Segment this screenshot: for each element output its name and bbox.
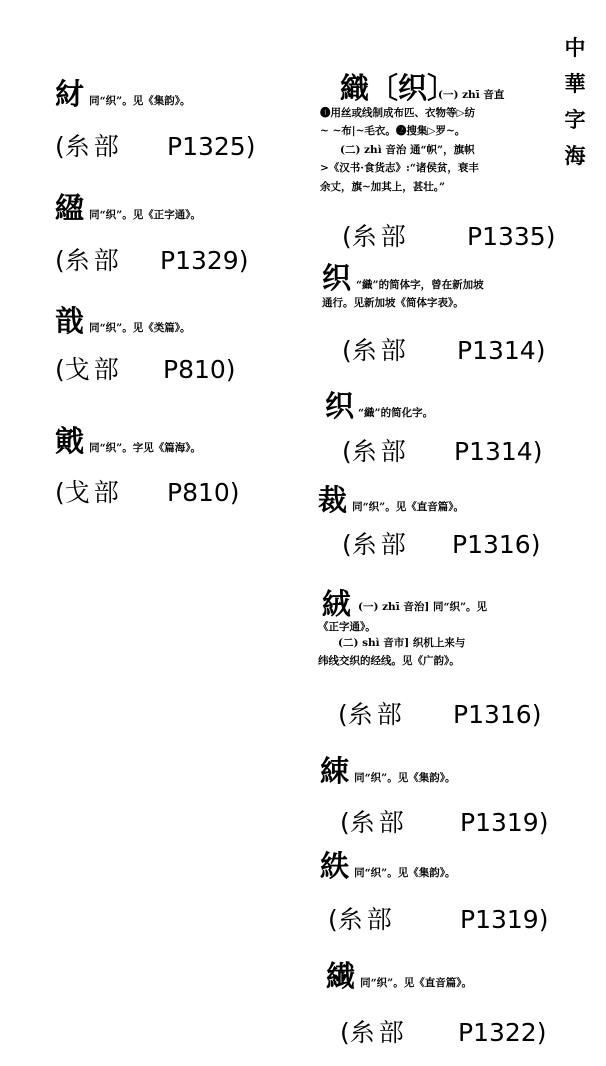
right-handwritten-ref-7 (328, 905, 549, 935)
entry-note: 同“织”。见《集韵》。 (89, 95, 191, 107)
right-entry-1-line-3: ~ ~布|~毛衣。❷搜集▷罗~。 (320, 125, 466, 137)
left-handwritten-ref-4 (55, 478, 240, 508)
right-entry-1-line-1: (一) zhī 音直 (438, 89, 505, 101)
hw-paren: ( (55, 246, 65, 275)
right-entry-2-line-1: “織”的简体字，曾在新加坡 (356, 279, 484, 291)
right-entry-4 (318, 484, 464, 516)
hw-page: P1329) (160, 246, 249, 275)
hw-paren: ( (340, 1018, 350, 1047)
entry-headword: 戭 (55, 424, 85, 458)
left-entry-3 (55, 305, 190, 337)
entry-headword: 紩 (320, 849, 350, 883)
right-entry-5-line-1: (一) zhī 音治] 同“织”。见 (358, 601, 488, 613)
hw-radical: 糸部 (349, 808, 408, 837)
right-handwritten-ref-8 (340, 1018, 547, 1048)
hw-paren: ( (342, 336, 352, 365)
hw-radical: 戈部 (64, 478, 123, 507)
entry-headword: 絨 (322, 587, 352, 621)
title-char-1: 中 (564, 35, 586, 60)
hw-page: P1325) (167, 132, 256, 161)
right-entry-6 (320, 755, 455, 787)
entry-note: 同“织”。见《正字通》。 (89, 209, 201, 221)
title-char-3: 字 (564, 107, 586, 132)
entry-headword: 織〔织〕 (340, 71, 457, 105)
hw-radical: 戈部 (64, 355, 123, 384)
right-entry-2 (322, 262, 351, 294)
right-entry-5 (322, 588, 351, 620)
right-entry-2-line-2: 通行。见新加坡《简体字表》。 (322, 297, 464, 309)
hw-paren: ( (55, 355, 65, 384)
left-entry-4 (55, 425, 201, 457)
hw-radical: 糸部 (347, 700, 406, 729)
right-handwritten-ref-4 (342, 530, 541, 560)
entry-headword: 织 (325, 389, 355, 423)
right-handwritten-ref-6 (340, 808, 549, 838)
right-handwritten-ref-1 (342, 222, 556, 252)
hw-radical: 糸部 (351, 530, 410, 559)
hw-page: P810) (167, 478, 240, 507)
right-entry-5-line-3: (二) shì 音市] 织机上来与 (338, 637, 466, 649)
entry-headword: 綀 (320, 754, 350, 788)
hw-radical: 糸部 (351, 336, 410, 365)
entry-note: 同“织”。见《类篇》。 (89, 322, 191, 334)
entry-headword: 䊷 (55, 77, 85, 111)
right-entry-1-line-5: >《汉书·食货志》:“诸侯贫，衰丰 (320, 162, 479, 174)
hw-page: P1322) (458, 1018, 547, 1047)
left-handwritten-ref-3 (55, 355, 236, 385)
hw-page: P1335) (467, 222, 556, 251)
left-handwritten-ref-1 (55, 132, 256, 162)
hw-page: P810) (163, 355, 236, 384)
right-handwritten-ref-2 (342, 336, 546, 366)
hw-radical: 糸部 (349, 1018, 408, 1047)
hw-radical: 糸部 (64, 246, 123, 275)
hw-radical: 糸部 (351, 437, 410, 466)
hw-paren: ( (338, 700, 348, 729)
hw-page: P1314) (457, 336, 546, 365)
vertical-title (560, 30, 590, 174)
hw-paren: ( (342, 530, 352, 559)
entry-headword: 戠 (55, 304, 85, 338)
entry-headword: 织 (322, 261, 352, 295)
hw-page: P1319) (460, 905, 549, 934)
hw-paren: ( (342, 222, 352, 251)
right-entry-7 (320, 850, 455, 882)
title-char-4: 海 (564, 143, 586, 168)
entry-headword: 裁 (318, 483, 348, 517)
left-handwritten-ref-2 (55, 246, 249, 276)
entry-note: 同“织”。见《直音篇》。 (352, 501, 464, 513)
right-entry-3-line-1: “織”的简化字。 (358, 407, 434, 419)
entry-note: 同“织”。见《直音篇》。 (360, 977, 472, 989)
hw-paren: ( (328, 905, 338, 934)
left-entry-2 (55, 192, 201, 224)
left-entry-1 (55, 78, 190, 110)
hw-paren: ( (340, 808, 350, 837)
hw-radical: 糸部 (337, 905, 396, 934)
right-entry-5-line-4: 纬线交织的经线。见《广韵》。 (318, 655, 460, 667)
entry-note: 同“织”。字见《篇海》。 (89, 442, 201, 454)
right-entry-3 (325, 390, 354, 422)
right-entry-1-line-6: 余丈，旗~加其上，甚壮。” (320, 181, 446, 193)
hw-page: P1316) (453, 700, 542, 729)
entry-headword: 繊 (326, 959, 356, 993)
title-char-2: 華 (564, 71, 586, 96)
hw-radical: 糸部 (64, 132, 123, 161)
right-handwritten-ref-3 (342, 437, 543, 467)
right-entry-1-line-2: ❶用丝或线制成布匹、衣物等▷纺 (320, 107, 476, 119)
hw-page: P1314) (454, 437, 543, 466)
right-entry-5-line-2: 《正字通》。 (318, 621, 376, 633)
hw-radical: 糸部 (351, 222, 410, 251)
hw-page: P1319) (460, 808, 549, 837)
right-handwritten-ref-5 (338, 700, 542, 730)
hw-paren: ( (342, 437, 352, 466)
entry-headword: 䋼 (55, 191, 85, 225)
entry-note: 同“织”。见《集韵》。 (354, 867, 456, 879)
right-entry-1-line-4: (二) zhì 音治 通“帜”，旗帜 (340, 144, 475, 156)
hw-page: P1316) (452, 530, 541, 559)
hw-paren: ( (55, 478, 65, 507)
hw-paren: ( (55, 132, 65, 161)
entry-note: 同“织”。见《集韵》。 (354, 772, 456, 784)
right-entry-8 (326, 960, 472, 992)
